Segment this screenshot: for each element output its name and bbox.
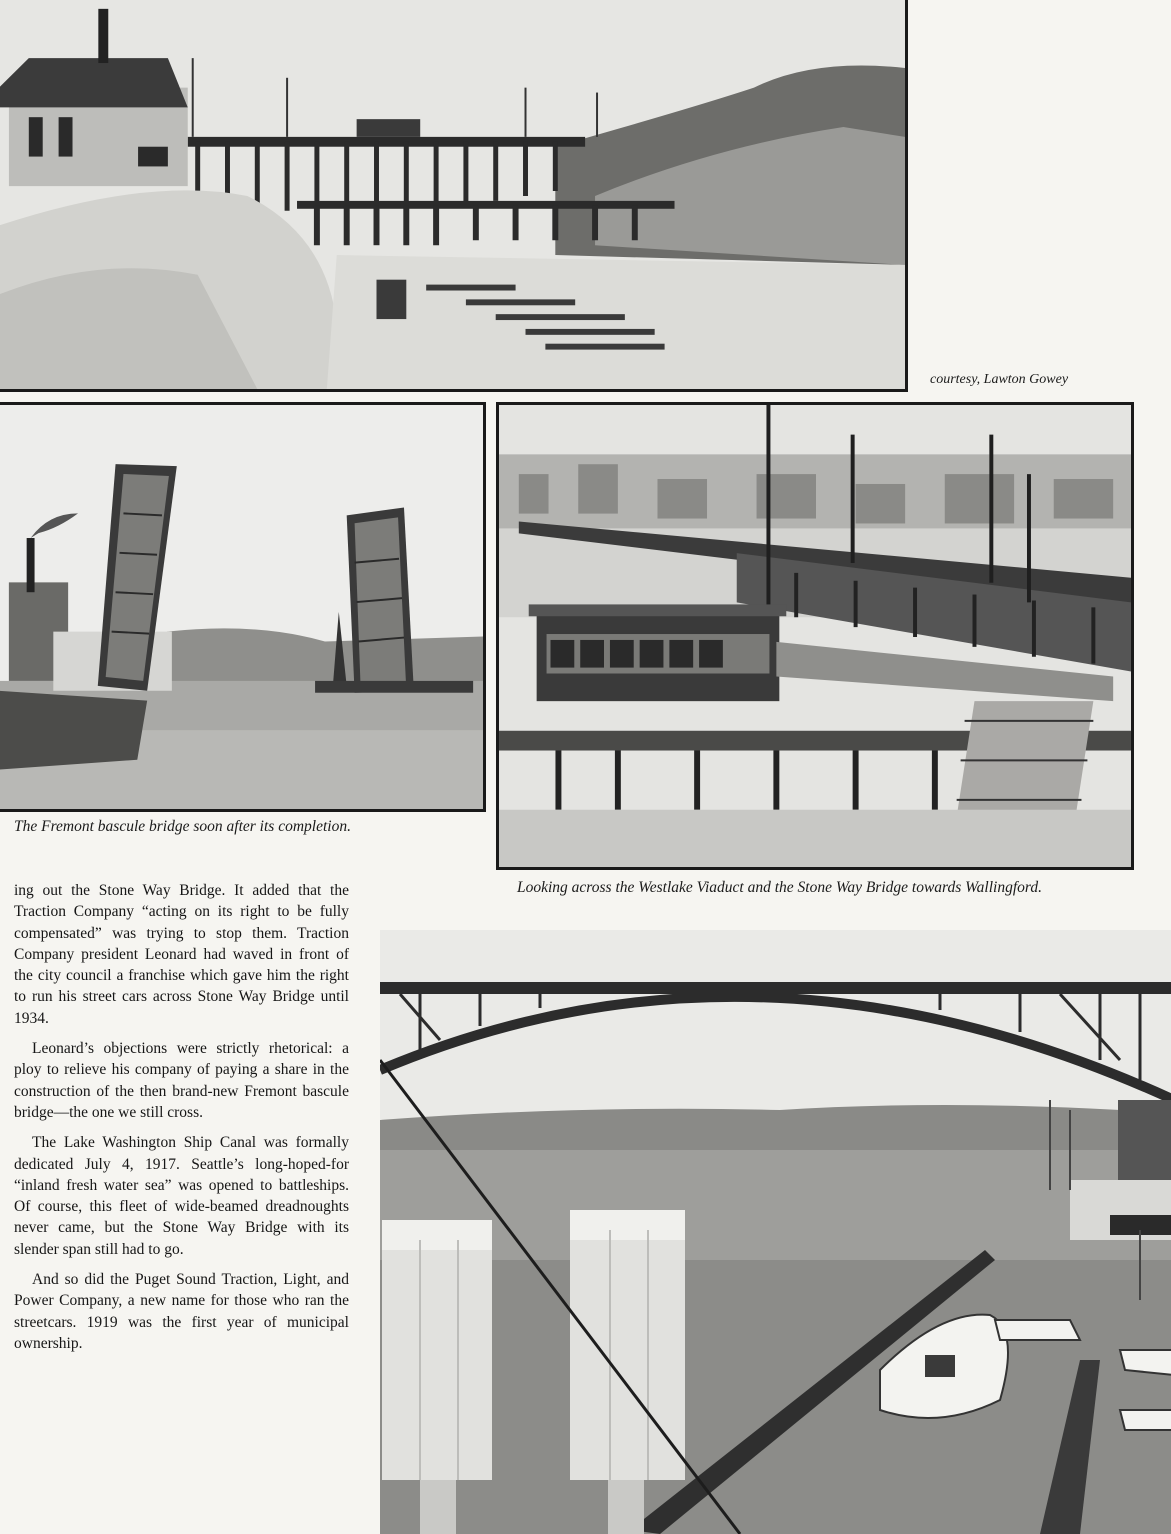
article-paragraph: ing out the Stone Way Bridge. It added that the Traction Company “acting on its right to be fully compensated” was trying to stop them. Traction Company president Leonard had waved in front of the city council a franchise which gave him the right to run his street cars across Stone Way Bridge until 1934.	[14, 882, 349, 1027]
caption-fremont-bascule: The Fremont bascule bridge soon after its completion.	[14, 818, 351, 835]
photo-aurora-bridge-marina	[380, 930, 1171, 1534]
photo-fremont-bascule-bridge	[0, 402, 486, 812]
article-text-column	[14, 880, 349, 1363]
viaduct-photo-illustration	[499, 405, 1131, 867]
photo-westlake-viaduct	[496, 402, 1134, 870]
trestle-photo-illustration	[0, 0, 905, 389]
photo-stone-way-bridge-trestle	[0, 0, 908, 392]
article-paragraph: The Lake Washington Ship Canal was formally dedicated July 4, 1917. Seattle’s long-hoped-for “inland fresh water sea” was opened to battleships. Of course, this fleet of wide-beamed dreadnoughts never came, but the Stone Way Bridge with its slender span still had to go.	[14, 1134, 349, 1258]
caption-westlake-viaduct: Looking across the Westlake Viaduct and the Stone Way Bridge towards Wallingford.	[517, 879, 1042, 896]
article-paragraph: And so did the Puget Sound Traction, Light, and Power Company, a new name for those who ran the streetcars. 1919 was the first year of municipal ownership.	[14, 1271, 349, 1352]
aurora-photo-illustration	[380, 930, 1171, 1534]
photo-credit: courtesy, Lawton Gowey	[930, 372, 1069, 387]
article-paragraph: Leonard’s objections were strictly rhetorical: a ploy to relieve his company of paying a share in the construction of the then brand-new Fremont bascule bridge—the one we still cross.	[14, 1040, 349, 1121]
bascule-photo-illustration	[0, 405, 483, 809]
